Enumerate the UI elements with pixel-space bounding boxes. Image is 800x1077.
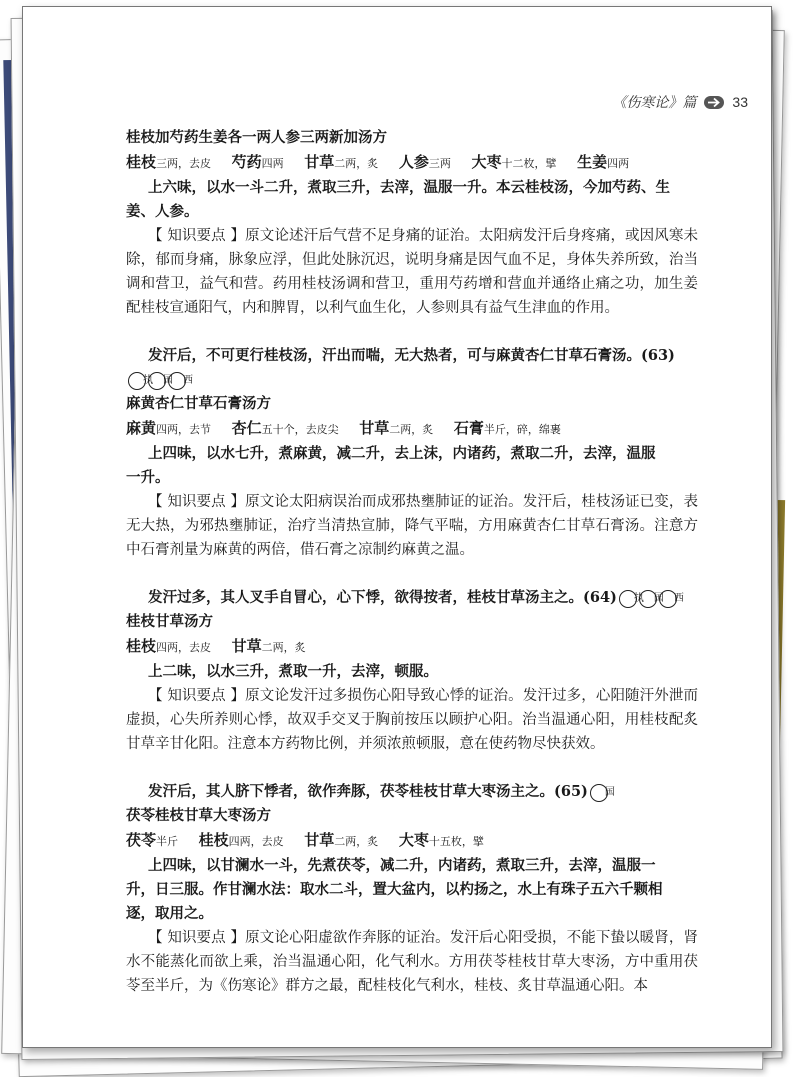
- knowledge-point-label: 【 知识要点 】: [148, 494, 246, 510]
- knowledge-point-label: 【 知识要点 】: [148, 228, 246, 244]
- herb-name: 甘草: [359, 419, 390, 437]
- herb-name: 生姜: [577, 153, 608, 171]
- herb-name: 甘草: [304, 153, 335, 171]
- preparation-method: 上六味，以水一斗二升，煮取三升，去滓，温服一升。本云桂枝汤，今加芍药、生: [148, 179, 670, 196]
- page-number: 33: [732, 94, 748, 110]
- clause-text: [126, 344, 698, 392]
- herb-dose: 三两，去皮: [156, 157, 212, 170]
- book-title: 《伤寒论》篇: [612, 95, 697, 111]
- arrow-right-icon: [704, 96, 724, 109]
- herb-dose: 半斤，碎，绵裹: [483, 423, 561, 436]
- herb-dose: 三两: [428, 157, 451, 170]
- herb-dose: 半斤: [156, 835, 179, 848]
- clause-content: 发汗过多，其人叉手自冒心，心下悸，欲得按者，桂枝甘草汤主之。(64): [148, 589, 617, 606]
- herb-name: 桂枝: [126, 153, 157, 171]
- knowledge-point-text: 原文论太阳病误治而成邪热壅肺证的证治。发汗后，桂枝汤证已变，表无大热，为邪热壅肺证，治疗当清热宣肺，降气平喘，方用麻黄杏仁甘草石膏汤。注意方中石膏剂量为麻黄的两倍，借石膏之凉制约麻黄之温。: [126, 494, 699, 558]
- herb-dose: 二两，炙: [261, 641, 306, 654]
- preparation-method: 上四味，以水七升，煮麻黄，减二升，去上沫，内诸药，煮取二升，去滓，温服: [148, 445, 656, 462]
- herb-name: 人参: [398, 153, 429, 171]
- page-body: [126, 126, 698, 998]
- knowledge-point-label: 【 知识要点 】: [148, 688, 246, 704]
- knowledge-point-text: 原文论心阳虚欲作奔豚的证治。发汗后心阳受损，不能下蛰以暖肾，肾水不能蒸化而欲上乘，治当温通心阳，化气利水。方用茯苓桂枝甘草大枣汤，方中重用茯苓至半斤，为《伤寒论》群方之最，配桂枝化气利水，桂枝、炙甘草温通心阳。本: [126, 930, 699, 994]
- herb-name: 大枣: [398, 831, 429, 849]
- preparation-method: 上二味，以水三升，煮取一升，去滓，顿服。: [148, 663, 438, 680]
- herb-list: [126, 828, 698, 854]
- preparation-method: 一升。: [126, 469, 170, 486]
- herb-dose: 四两，去皮: [156, 641, 212, 654]
- badge-zhi: 执: [128, 372, 146, 390]
- herb-dose: 四两，去节: [156, 423, 212, 436]
- badge-guo: 国: [590, 784, 608, 802]
- knowledge-point-text: 原文论述汗后气营不足身痛的证治。太阳病发汗后身疼痛，或因风寒未除，郁而身痛，脉象应浮，但此处脉沉迟，说明身痛是因气血不足，身体失养所致，治当调和营卫，益气和营。药用桂枝汤调和营卫，重用芍药增和营血并通络止痛之功，加生姜配桂枝宣通阳气，内和脾胃，以利气血生化，人参则具有益气生津血的作用。: [126, 228, 699, 316]
- herb-dose: 十五枚，擘: [428, 835, 484, 848]
- herb-name: 桂枝: [198, 831, 229, 849]
- badge-guo: 国: [639, 590, 657, 608]
- herb-name: 芍药: [231, 153, 262, 171]
- formula-title: 桂枝甘草汤方: [126, 613, 213, 630]
- herb-name: 甘草: [231, 637, 262, 655]
- running-header: [612, 92, 748, 112]
- knowledge-point: [126, 224, 698, 320]
- formula-title: 茯苓桂枝甘草大枣汤方: [126, 807, 271, 824]
- formula-title: 麻黄杏仁甘草石膏汤方: [126, 395, 271, 412]
- badge-zhi: 执: [619, 590, 637, 608]
- herb-name: 石膏: [453, 419, 484, 437]
- knowledge-point: [126, 490, 698, 562]
- badge-xi: 西: [659, 590, 677, 608]
- herb-dose: 四两: [607, 157, 630, 170]
- knowledge-point-label: 【 知识要点 】: [148, 930, 246, 946]
- clause-content: 发汗后，其人脐下悸者，欲作奔豚，茯苓桂枝甘草大枣汤主之。(65): [148, 783, 588, 800]
- herb-dose: 二两，炙: [334, 835, 379, 848]
- herb-name: 大枣: [471, 153, 502, 171]
- herb-dose: 十二枚，擘: [501, 157, 557, 170]
- herb-name: 杏仁: [231, 419, 262, 437]
- badge-xi: 西: [168, 372, 186, 390]
- knowledge-point: [126, 684, 698, 756]
- preparation-method: 升，日三服。作甘澜水法：取水二斗，置大盆内，以杓扬之，水上有珠子五六千颗相: [126, 881, 663, 898]
- preparation-method: 上四味，以甘澜水一斗，先煮茯苓，减二升，内诸药，煮取三升，去滓，温服一: [148, 857, 656, 874]
- herb-dose: 四两，去皮: [228, 835, 284, 848]
- herb-dose: 二两，炙: [334, 157, 379, 170]
- knowledge-point-text: 原文论发汗过多损伤心阳导致心悸的证治。发汗过多，心阳随汗外泄而虚损，心失所养则心悸，故双手交叉于胸前按压以顾护心阳。治当温通心阳，用桂枝配炙甘草辛甘化阳。注意本方药物比例，并须浓煎顿服，意在使药物尽快获效。: [126, 688, 699, 752]
- knowledge-point: [126, 926, 698, 998]
- herb-list: [126, 150, 698, 176]
- herb-name: 甘草: [304, 831, 335, 849]
- formula-title: 桂枝加芍药生姜各一两人参三两新加汤方: [126, 129, 387, 146]
- herb-name: 桂枝: [126, 637, 157, 655]
- herb-name: 茯苓: [126, 831, 157, 849]
- clause-content: 发汗后，不可更行桂枝汤，汗出而喘，无大热者，可与麻黄杏仁甘草石膏汤。(63): [148, 347, 675, 364]
- herb-list: [126, 634, 698, 660]
- herb-name: 麻黄: [126, 419, 157, 437]
- clause-text: [126, 780, 698, 804]
- badge-guo: 国: [148, 372, 166, 390]
- herb-dose: 五十个，去皮尖: [261, 423, 339, 436]
- herb-list: [126, 416, 698, 442]
- herb-dose: 四两: [261, 157, 284, 170]
- preparation-method: 逐，取用之。: [126, 905, 213, 922]
- preparation-method: 姜、人参。: [126, 203, 199, 220]
- herb-dose: 二两，炙: [389, 423, 434, 436]
- clause-text: [126, 586, 698, 610]
